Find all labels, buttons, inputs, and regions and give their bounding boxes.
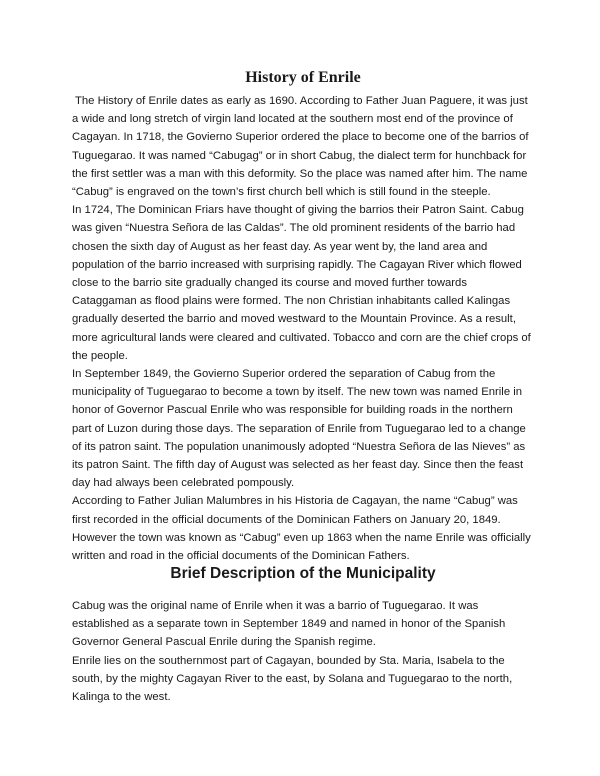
description-title: Brief Description of the Municipality: [170, 565, 436, 582]
description-paragraph-2: Enrile lies on the southernmost part of Cagayan, bounded by Sta. Maria, Isabela to the south, by the mighty Cagayan River to the east, by Solana and Tuguegarao to the north, Kalinga to the west.: [72, 654, 513, 704]
history-paragraph-2: In 1724, The Dominican Friars have thought of giving the barrios their Patron Saint. Cabug was given “Nuestra Señora de las Caldas”. The old prominent residents of the barrio had chosen the sixth day of August as her feast day. As year went by, the land area and population of the barrio increased with surprising rapidly. The Cagayan River which flowed close to the barrio site gradually changed its course and moved further towards Cataggaman as flood plains were formed. The non Christian inhabitants called Kalingas gradually deserted the barrio and moved westward to the Mountain Province. As a result, more agricultural lands were cleared and cultivated. Tobacco and corn are the chief crops of the people.: [72, 204, 531, 362]
history-paragraph-1: The History of Enrile dates as early as 1690. According to Father Juan Paguere, it was just a wide and long stretch of virgin land located at the southern most end of the province of Cagayan. In 1718, the Govierno Superior ordered the place to become one of the barrios of Tuguegarao. It was named “Cabugag” or in short Cabug, the dialect term for hunchback for the first settler was a man with this deformity. So the place was named after him. The name “Cabug” is engraved on the town’s first church bell which is still found in the steeple.: [72, 95, 529, 199]
history-title: History of Enrile: [245, 69, 361, 86]
history-paragraph-3: In September 1849, the Govierno Superior ordered the separation of Cabug from the municipality of Tuguegarao to become a town by itself. The new town was named Enrile in honor of Governor Pascual Enrile who was responsible for building roads in the northern part of Luzon during those days. The separation of Enrile from Tuguegarao led to a change of its patron saint. The population unanimously adopted “Nuestra Señora de las Nieves” as its patron Saint. The fifth day of August was selected as her feast day. Since then the feast day had always been celebrated pompously.: [72, 368, 526, 490]
description-body: [72, 597, 534, 706]
history-body: [72, 92, 534, 565]
history-paragraph-4: According to Father Julian Malumbres in his Historia de Cagayan, the name “Cabug” was first recorded in the official documents of the Dominican Fathers on January 20, 1849. However the town was known as “Cabug” even up 1863 when the name Enrile was officially written and road in the official documents of the Dominican Fathers.: [72, 495, 531, 563]
description-paragraph-1: Cabug was the original name of Enrile when it was a barrio of Tuguegarao. It was established as a separate town in September 1849 and named in honor of the Spanish Governor General Pascual Enrile during the Spanish regime.: [72, 600, 506, 649]
